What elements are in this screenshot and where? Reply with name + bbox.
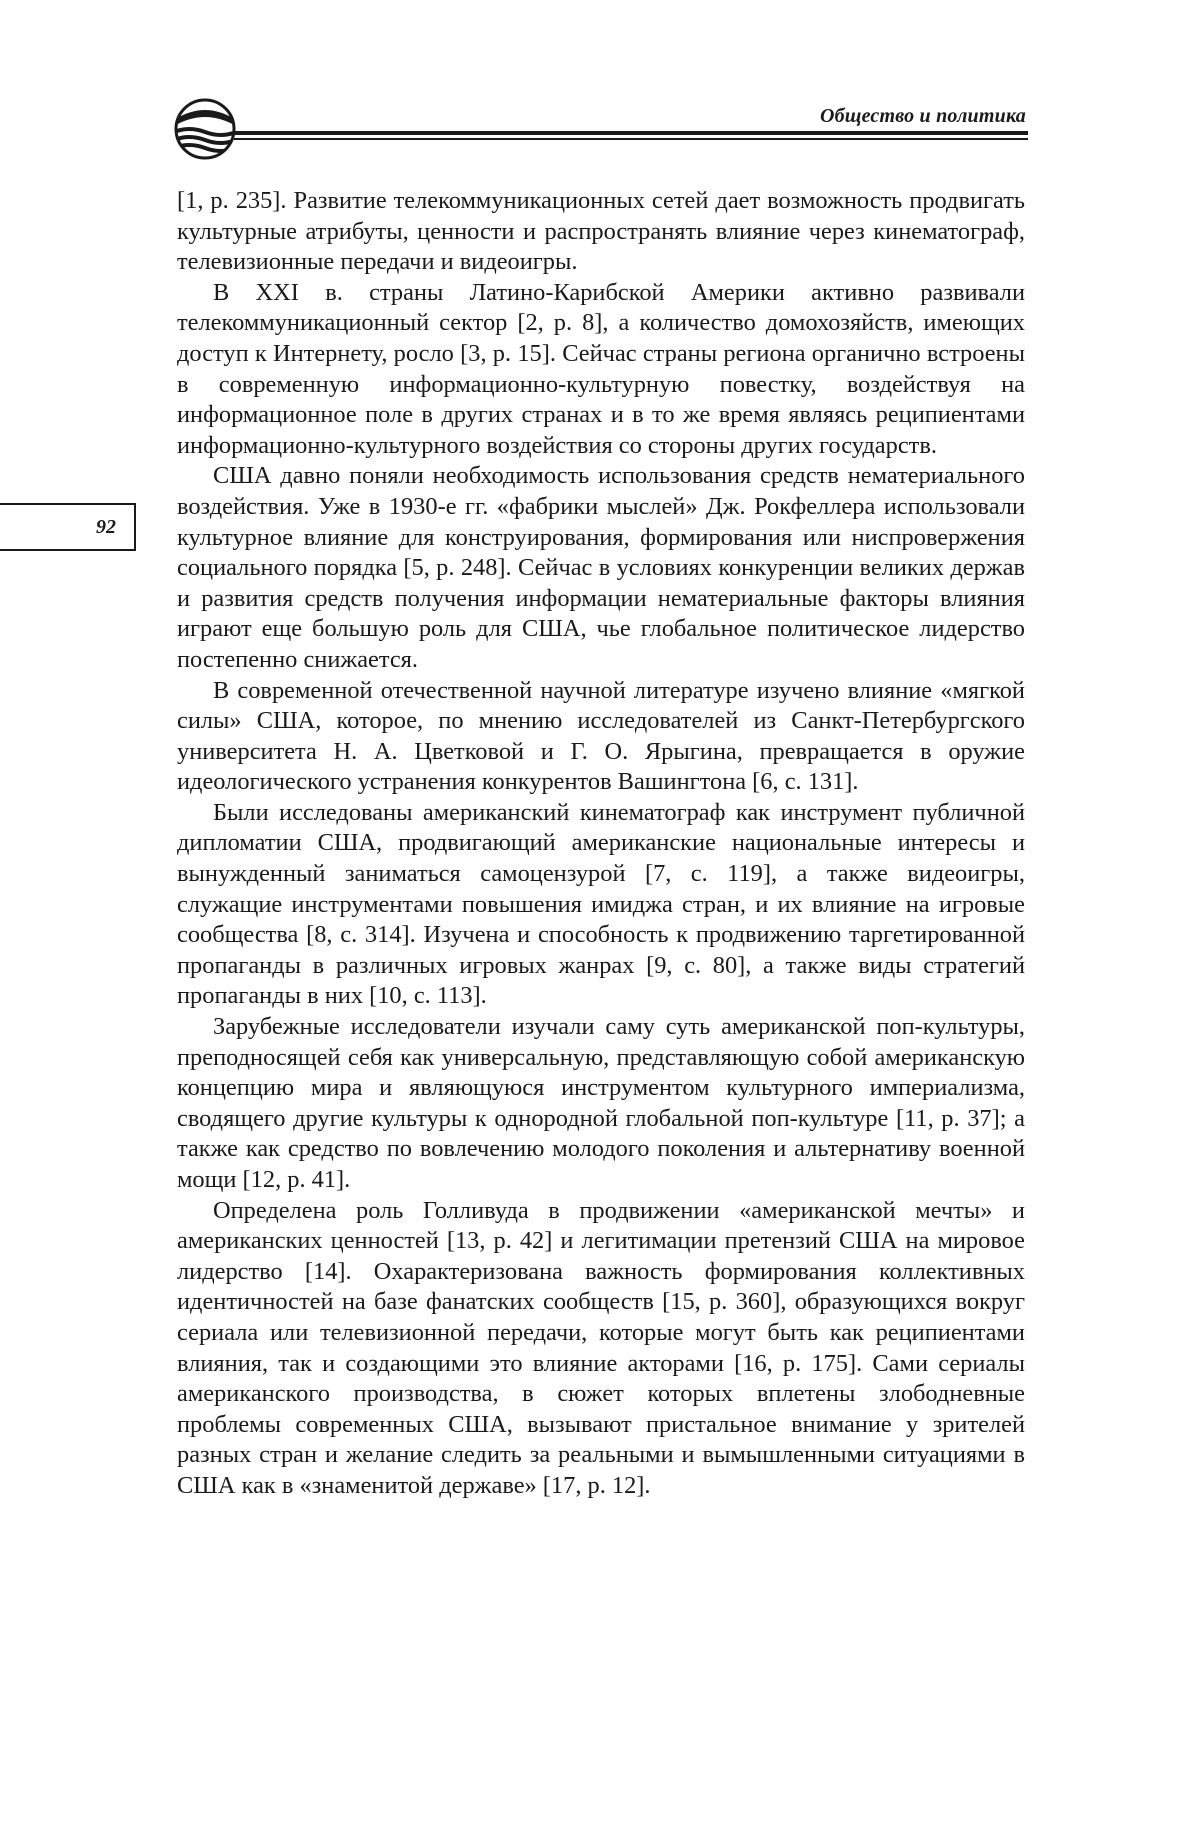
paragraph: В XXI в. страны Латино-Карибской Америки активно развивали телекоммуникационный сектор [2, p. 8], а количество домохозяйств, имеющих доступ к Интернету, росло [3, p. 15]. Сейчас страны региона органично встроены в современную информационно-культурную повестку, воздействуя на информационное поле в других странах и в то же время являясь реципиентами информационно-культурного воздействия со стороны других государств. (177, 278, 1025, 459)
paragraph: Были исследованы американский кинематограф как инструмент публичной дипломатии США, продвигающий американские национальные интересы и вынужденный заниматься самоцензурой [7, с. 119], а также видеоигры, служащие инструментами повышения имиджа стран, и их влияние на игровые сообщества [8, с. 314]. Изучена и способность к продвижению таргетированной пропаганды в различных игровых жанрах [9, с. 80], а также виды стратегий пропаганды в них [10, с. 113]. (177, 798, 1025, 1010)
page-number: 92 (0, 503, 136, 551)
paragraph: [1, p. 235]. Развитие телекоммуникационных сетей дает возможность продвигать культурные атрибуты, ценности и распространять влияние через кинематограф, телевизионные передачи и видеоигры. (177, 187, 1025, 276)
journal-logo-icon (172, 96, 238, 162)
running-title: Общество и политика (819, 105, 1026, 127)
paragraph: Зарубежные исследователи изучали саму суть американской поп-культуры, преподносящей себя как универсальную, представляющую собой американскую концепцию мира и являющуюся инструментом культурного империализма, сводящего другие культуры к однородной глобальной поп-культуре [11, p. 37]; а также как средство по вовлечению молодого поколения и альтернативу военной мощи [12, p. 41]. (177, 1013, 1025, 1193)
article-body (177, 186, 1025, 1502)
paragraph: В современной отечественной научной литературе изучено влияние «мягкой силы» США, которое, по мнению исследователей из Санкт-Петербургского университета Н. А. Цветковой и Г. О. Ярыгина, превращается в оружие идеологического устранения конкурентов Вашингтона [6, с. 131]. (177, 676, 1025, 796)
paragraph: Определена роль Голливуда в продвижении «американской мечты» и американских ценностей [13, p. 42] и легитимации претензий США на мировое лидерство [14]. Охарактеризована важность формирования коллективных идентичностей на базе фанатских сообществ [15, p. 360], образующихся вокруг сериала или телевизионной передачи, которые могут быть как реципиентами влияния, так и создающими это влияние акторами [16, p. 175]. Сами сериалы американского производства, в сюжет которых вплетены злободневные проблемы современных США, вызывают пристальное внимание у зрителей разных стран и желание следить за реальными и вымышленными ситуациями в США как в «знаменитой державе» [17, p. 12]. (177, 1196, 1025, 1499)
paragraph: США давно поняли необходимость использования средств нематериального воздействия. Уже в 1930-е гг. «фабрики мыслей» Дж. Рокфеллера использовали культурное влияние для конструирования, формирования или ниспровержения социального порядка [5, p. 248]. Сейчас в условиях конкуренции великих держав и развития средств получения информации нематериальные факторы влияния играют еще большую роль для США, чье глобальное политическое лидерство постепенно снижается. (177, 462, 1025, 673)
page-header (172, 96, 1028, 166)
header-rule-thin (234, 138, 1028, 140)
header-rule-thick (234, 131, 1028, 135)
